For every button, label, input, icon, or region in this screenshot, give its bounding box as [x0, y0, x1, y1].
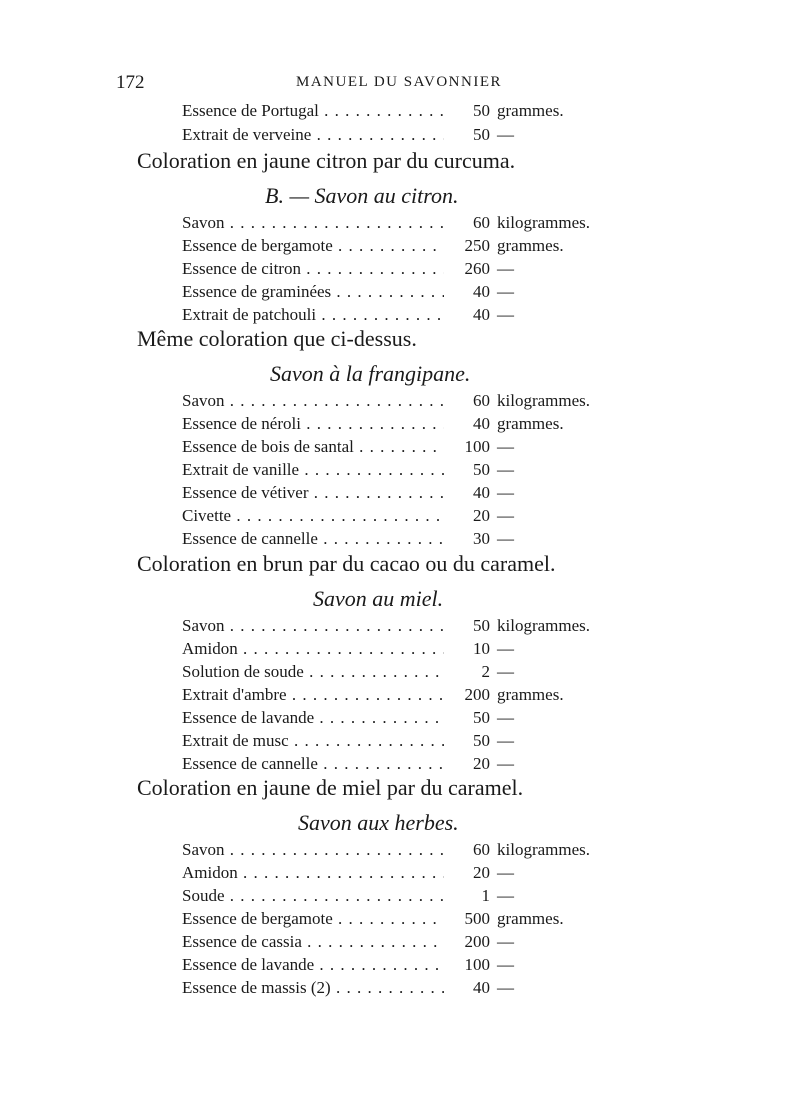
ingredient-quantity: 500: [464, 909, 490, 928]
recipe-heading: Savon à la frangipane.: [270, 361, 471, 386]
ingredient-unit: —: [497, 483, 514, 502]
ingredient-name: Essence de lavande . . .: [182, 955, 444, 975]
ingredient-name: Essence de cannelle . . .: [182, 529, 444, 549]
ingredient-name: Essence de lavande . . .: [182, 708, 444, 728]
coloration-note: Coloration en jaune citron par du curcuma.: [137, 148, 516, 173]
recipe-row: [0, 932, 800, 956]
recipe-row: [0, 863, 800, 887]
ingredient-unit: —: [497, 259, 514, 278]
ingredient-name: Amidon . . .: [182, 639, 444, 659]
ingredient-unit: —: [497, 662, 514, 681]
ingredient-name: Extrait d'ambre . . .: [182, 685, 444, 705]
recipe-row: [0, 414, 800, 438]
ingredient-name: Savon . . .: [182, 213, 444, 233]
ingredient-quantity: 60: [473, 840, 490, 859]
ingredient-unit: —: [497, 282, 514, 301]
ingredient-unit: kilogrammes.: [497, 840, 591, 859]
running-title: MANUEL DU SAVONNIER: [296, 74, 503, 90]
ingredient-unit: —: [497, 460, 514, 479]
recipe-row: [0, 708, 800, 732]
ingredient-quantity: 10: [473, 639, 490, 658]
ingredient-name: Essence de graminées . . .: [182, 282, 444, 302]
ingredient-name: Amidon . . .: [182, 863, 444, 883]
ingredient-quantity: 250: [464, 236, 490, 255]
recipe-row: [0, 662, 800, 686]
ingredient-name: Civette . . .: [182, 506, 444, 526]
ingredient-name: Essence de cannelle . . .: [182, 754, 444, 774]
ingredient-name: Savon . . .: [182, 391, 444, 411]
ingredient-quantity: 260: [464, 259, 490, 278]
ingredient-unit: —: [497, 754, 514, 773]
recipe-heading: Savon au miel.: [313, 586, 444, 611]
recipe-row: [0, 685, 800, 709]
ingredient-quantity: 200: [464, 685, 490, 704]
recipe-row: [0, 840, 800, 864]
ingredient-name: Savon . . .: [182, 840, 444, 860]
recipe-row: [0, 483, 800, 507]
recipe-row: [0, 731, 800, 755]
ingredient-name: Extrait de verveine . . .: [182, 125, 444, 145]
ingredient-quantity: 40: [473, 978, 490, 997]
ingredient-quantity: 200: [464, 932, 490, 951]
ingredient-unit: kilogrammes.: [497, 391, 591, 410]
ingredient-name: Essence de vétiver . . .: [182, 483, 444, 503]
ingredient-quantity: 20: [473, 506, 490, 525]
coloration-note: Coloration en jaune de miel par du caramel.: [137, 775, 524, 800]
ingredient-unit: —: [497, 886, 514, 905]
ingredient-unit: grammes.: [497, 909, 564, 928]
ingredient-quantity: 50: [473, 708, 490, 727]
page-number: 172: [116, 72, 145, 93]
recipe-row: [0, 282, 800, 306]
ingredient-name: Essence de cassia . . .: [182, 932, 444, 952]
ingredient-name: Soude . . .: [182, 886, 444, 906]
ingredient-quantity: 50: [473, 731, 490, 750]
ingredient-quantity: 20: [473, 863, 490, 882]
ingredient-unit: grammes.: [497, 414, 564, 433]
recipe-row: [0, 259, 800, 283]
ingredient-unit: —: [497, 125, 514, 144]
ingredient-name: Essence de Portugal . . .: [182, 101, 444, 121]
ingredient-unit: —: [497, 978, 514, 997]
ingredient-name: Essence de néroli . . .: [182, 414, 444, 434]
ingredient-quantity: 50: [473, 616, 490, 635]
ingredient-unit: —: [497, 437, 514, 456]
ingredient-unit: —: [497, 305, 514, 324]
ingredient-name: Essence de bergamote . . .: [182, 236, 444, 256]
ingredient-name: Extrait de patchouli . . .: [182, 305, 444, 325]
ingredient-quantity: 50: [473, 460, 490, 479]
ingredient-quantity: 30: [473, 529, 490, 548]
recipe-heading: Savon aux herbes.: [298, 810, 459, 835]
recipe-row: [0, 529, 800, 553]
ingredient-quantity: 40: [473, 414, 490, 433]
recipe-heading: B. — Savon au citron.: [265, 183, 459, 208]
ingredient-quantity: 40: [473, 282, 490, 301]
ingredient-name: Extrait de vanille . . .: [182, 460, 444, 480]
ingredient-unit: kilogrammes.: [497, 213, 591, 232]
recipe-row: [0, 639, 800, 663]
ingredient-name: Solution de soude . . .: [182, 662, 444, 682]
ingredient-quantity: 60: [473, 391, 490, 410]
recipe-row: [0, 437, 800, 461]
ingredient-unit: —: [497, 639, 514, 658]
ingredient-unit: —: [497, 955, 514, 974]
ingredient-quantity: 1: [481, 886, 490, 905]
recipe-row: [0, 506, 800, 530]
coloration-note: Même coloration que ci-dessus.: [137, 326, 417, 351]
ingredient-quantity: 50: [473, 101, 490, 120]
coloration-note: Coloration en brun par du cacao ou du caramel.: [137, 551, 556, 576]
ingredient-unit: grammes.: [497, 236, 564, 255]
recipe-row: [0, 391, 800, 415]
ingredient-name: Essence de bergamote . . .: [182, 909, 444, 929]
recipe-row: [0, 978, 800, 1002]
ingredient-name: Essence de massis (2) . . .: [182, 978, 444, 998]
ingredient-name: Extrait de musc . . .: [182, 731, 444, 751]
ingredient-quantity: 20: [473, 754, 490, 773]
ingredient-quantity: 60: [473, 213, 490, 232]
ingredient-quantity: 50: [473, 125, 490, 144]
recipe-row: [0, 460, 800, 484]
recipe-row: [0, 101, 800, 125]
ingredient-unit: —: [497, 731, 514, 750]
ingredient-quantity: 100: [464, 955, 490, 974]
recipe-row: [0, 955, 800, 979]
recipe-row: [0, 213, 800, 237]
ingredient-unit: —: [497, 932, 514, 951]
ingredient-unit: —: [497, 863, 514, 882]
ingredient-quantity: 40: [473, 483, 490, 502]
running-head: [0, 72, 800, 96]
ingredient-quantity: 2: [481, 662, 490, 681]
ingredient-name: Essence de bois de santal . . .: [182, 437, 444, 457]
recipe-row: [0, 909, 800, 933]
recipe-row: [0, 616, 800, 640]
ingredient-unit: —: [497, 708, 514, 727]
recipe-row: [0, 125, 800, 149]
ingredient-unit: —: [497, 529, 514, 548]
recipe-row: [0, 236, 800, 260]
recipe-row: [0, 886, 800, 910]
ingredient-quantity: 100: [464, 437, 490, 456]
ingredient-name: Savon . . .: [182, 616, 444, 636]
ingredient-name: Essence de citron . . .: [182, 259, 444, 279]
ingredient-unit: —: [497, 506, 514, 525]
ingredient-unit: kilogrammes.: [497, 616, 591, 635]
ingredient-unit: grammes.: [497, 101, 564, 120]
ingredient-unit: grammes.: [497, 685, 564, 704]
ingredient-quantity: 40: [473, 305, 490, 324]
